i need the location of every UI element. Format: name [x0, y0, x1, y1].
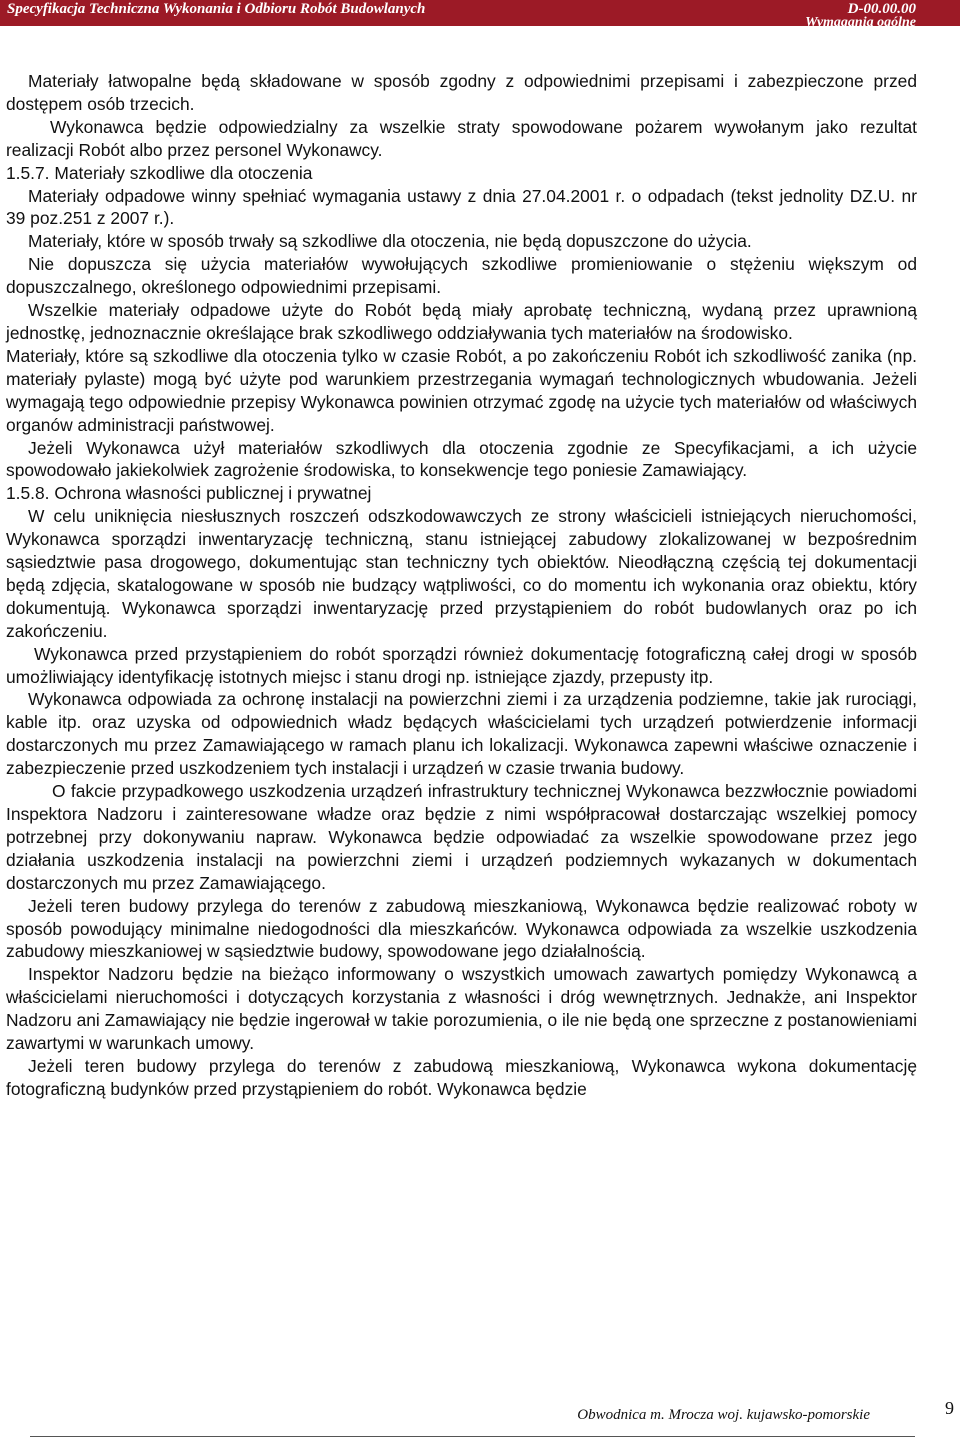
- paragraph: Jeżeli teren budowy przylega do terenów z zabudową mieszkaniową, Wykonawca będzie realizować roboty w sposób powodujący minimalne niedogodności dla mieszkańców. Wykonawca odpowiada za wszelkie uszkodzenia zabudowy mieszkaniowej w sąsiedztwie budowy, spowodowane jego działalnością.: [6, 895, 917, 962]
- paragraph: Wykonawca przed przystąpieniem do robót sporządzi również dokumentację fotograficzną całej drogi w sposób umożliwiający identyfikację istotnych miejsc i stanu drogi np. istniejące zjazdy, przepusty itp.: [6, 643, 917, 687]
- paragraph: Inspektor Nadzoru będzie na bieżąco informowany o wszystkich umowach zawartych pomiędzy Wykonawcą a właścicielami nieruchomości i dotyczących korzystania z własności i dróg wewnętrznych. Jednakże, ani Inspektor Nadzoru ani Zamawiający nie będzie ingerował w takie porozumienia, o ile nie będą one sprzeczne z postanowieniami zawartymi w warunkach umowy.: [6, 964, 917, 1054]
- paragraph: Wykonawca odpowiada za ochronę instalacji na powierzchni ziemi i za urządzenia podziemne, takie jak rurociągi, kable itp. oraz uzyska od odpowiednich władz będących właścicielami tych urządzeń potwierdzenie informacji dostarczonych mu przez Zamawiającego w ramach planu ich lokalizacji. Wykonawca zapewni właściwe oznaczenie i zabezpieczenie przed uszkodzeniem tych instalacji i urządzeń w czasie trwania budowy.: [6, 689, 917, 779]
- paragraph: Jeżeli Wykonawca użył materiałów szkodliwych dla otoczenia zgodnie ze Specyfikacjami, a ich użycie spowodowało jakiekolwiek zagrożenie środowiska, to konsekwencje tego poniesie Zamawiający.: [6, 437, 917, 481]
- paragraph: Materiały odpadowe winny spełniać wymagania ustawy z dnia 27.04.2001 r. o odpadach (tekst jednolity DZ.U. nr 39 poz.251 z 2007 r.).: [6, 185, 917, 229]
- document-body: [6, 70, 917, 1101]
- section-heading: 1.5.7. Materiały szkodliwe dla otoczenia: [6, 162, 313, 183]
- paragraph: Wykonawca będzie odpowiedzialny za wszelkie straty spowodowane pożarem wywołanym jako rezultat realizacji Robót albo przez personel Wykonawcy.: [6, 116, 917, 160]
- document-code: D-00.00.00: [847, 1, 916, 17]
- document-title: Specyfikacja Techniczna Wykonania i Odbioru Robót Budowlanych: [7, 1, 426, 17]
- footer-divider: [30, 1436, 915, 1437]
- page-number: 9: [945, 1398, 954, 1418]
- paragraph: W celu uniknięcia niesłusznych roszczeń odszkodowawczych ze strony właścicieli istniejących nieruchomości, Wykonawca sporządzi inwentaryzację techniczną, stanu istniejącej zabudowy zlokalizowanej w bezpośrednim sąsiedztwie pasa drogowego, dokumentując stan techniczny tych obiektów. Nieodłączną częścią tej dokumentacji będą zdjęcia, skatalogowane w sposób nie budzący wątpliwości, co do momentu ich wykonania oraz obiektu, który dokumentują. Wykonawca sporządzi inwentaryzację przed przystąpieniem do robót budowlanych oraz po ich zakończeniu.: [6, 506, 917, 641]
- paragraph: Nie dopuszcza się użycia materiałów wywołujących szkodliwe promieniowanie o stężeniu większym od dopuszczalnego, określonego odpowiednimi przepisami.: [6, 254, 917, 298]
- paragraph: Wszelkie materiały odpadowe użyte do Robót będą miały aprobatę techniczną, wydaną przez uprawnioną jednostkę, jednoznacznie określające brak szkodliwego oddziaływania tych materiałów na środowisko.: [6, 300, 917, 343]
- paragraph: Materiały, które są szkodliwe dla otoczenia tylko w czasie Robót, a po zakończeniu Robót ich szkodliwość zanika (np. materiały pylaste) mogą być użyte pod warunkiem przestrzegania wymagań technologicznych wbudowania. Jeżeli wymagają tego odpowiednie przepisy Wykonawca powinien otrzymać zgodę na użycie tych materiałów od właściwych organów administracji państwowej.: [6, 345, 917, 435]
- paragraph: Jeżeli teren budowy przylega do terenów z zabudową mieszkaniową, Wykonawca wykona dokumentację fotograficzną budynków przed przystąpieniem do robót. Wykonawca będzie: [6, 1055, 917, 1099]
- footer-project-name: Obwodnica m. Mrocza woj. kujawsko-pomorskie: [577, 1407, 870, 1423]
- paragraph: Materiały, które w sposób trwały są szkodliwe dla otoczenia, nie będą dopuszczone do użycia.: [28, 231, 752, 252]
- document-subtitle: Wymagania ogólne: [805, 15, 916, 30]
- paragraph: Materiały łatwopalne będą składowane w sposób zgodny z odpowiednimi przepisami i zabezpieczone przed dostępem osób trzecich.: [6, 71, 917, 114]
- section-heading: 1.5.8. Ochrona własności publicznej i prywatnej: [6, 483, 372, 504]
- paragraph: O fakcie przypadkowego uszkodzenia urządzeń infrastruktury technicznej Wykonawca bezzwłocznie powiadomi Inspektora Nadzoru i zainteresowane władze oraz będzie z nimi współpracował dostarczając wszelkiej pomocy potrzebnej przy dokonywaniu napraw. Wykonawca będzie odpowiadać za wszelkie spowodowane przez jego działania uszkodzenia instalacji na powierzchni ziemi i urządzeń podziemnych wykazanych w dokumentach dostarczonych mu przez Zamawiającego.: [6, 781, 917, 893]
